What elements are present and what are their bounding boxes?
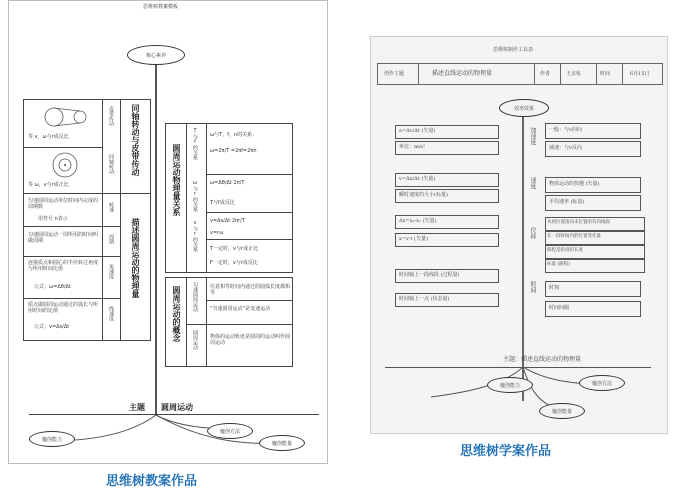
relation-formula-1: ω=2π/T =2πf=2πn xyxy=(210,148,257,154)
group-quantity-relations xyxy=(165,123,293,273)
vr-key: v与r的关系 xyxy=(192,220,198,252)
wr-key: ω与r的关系 xyxy=(192,180,198,212)
uniform-key: 匀速圆周运动 xyxy=(192,282,198,312)
group2-label: 描述圆周运动的物理量 xyxy=(131,218,140,298)
coaxial-key: 同轴转动 xyxy=(108,154,114,174)
group-concepts xyxy=(165,277,293,367)
time-label: 时间 xyxy=(600,71,611,77)
linear-key: 线速度 xyxy=(108,306,114,321)
right-panel-title: 思维树制作工具表 xyxy=(493,47,534,53)
disp-right-text-1: 从初位置指向末位置的有向线段 xyxy=(547,220,610,225)
speed-desc2: 用符号 n表示 xyxy=(38,216,68,222)
relation-note-5: F一定时，v与r成反比 xyxy=(210,260,258,266)
belt-note: 等 v，ω与r成反比 xyxy=(28,134,69,140)
time-right-text-2: 时间间隔 xyxy=(549,305,570,311)
left-caption: 思维树教案作品 xyxy=(106,474,198,489)
time-right-1 xyxy=(545,281,641,297)
concept-note-3: 物体的运动轨迹是圆周的运动叫作圆周运动 xyxy=(210,334,291,346)
left-trunk xyxy=(155,61,157,416)
right-top-bubble: 效率效果 xyxy=(499,99,549,117)
author-label: 作者 xyxy=(540,71,551,77)
left-root-energy: 魔创能量 xyxy=(259,435,305,451)
topic-label: 创作主题 xyxy=(384,71,405,77)
concept-note-2: “匀速圆周运动”是变速运动 xyxy=(210,306,271,312)
left-root-method: 魔创方法 xyxy=(207,423,253,439)
time-item-1: 时间轴上一段线段 (过程量) xyxy=(399,272,460,278)
tf-key: T与f的关系 xyxy=(192,128,198,160)
left-root-ability: 魔创能力 xyxy=(29,431,75,447)
left-theme-label: 主题 xyxy=(129,403,145,412)
vel-item-2: 瞬时速度的大小(标量) xyxy=(399,192,448,198)
angular-desc: 连接质点和圆心的半径转过角度与所用时间比值 xyxy=(28,260,99,272)
group1-label: 同轴转动与皮带传动 xyxy=(131,104,140,176)
right-root-energy: 魔创能量 xyxy=(539,403,585,419)
angular-formula: 公式：ω=Δθ/Δt xyxy=(34,284,71,290)
disp-label: 位移 xyxy=(529,227,536,239)
header-table xyxy=(377,63,663,85)
belt-key: 皮带传动 xyxy=(108,106,114,126)
concept-note-1: 任意相等时间内通过的圆弧长度都相等 xyxy=(210,284,291,296)
linear-formula: 公式：v=Δs/Δt xyxy=(34,324,70,330)
disp-right-text-2: 在一段时间内的位置变化量 xyxy=(547,234,601,239)
accel-label: 加速度 xyxy=(529,127,536,145)
relation-note-2: ω=Δθ/Δt 2π/T xyxy=(210,180,245,186)
right-caption: 思维树学案作品 xyxy=(460,444,552,459)
relation-note-3: v=Δs/Δt 2πr/T xyxy=(210,218,245,224)
group3-label: 圆周运动物理量关系 xyxy=(172,144,181,216)
disp-right-text-4: 标量 (路程) xyxy=(547,262,570,267)
accel-right-text-2: 减速：与v反向 xyxy=(549,145,582,151)
study-plan-panel xyxy=(370,36,668,434)
disp-item-2: x=v·t (矢量) xyxy=(399,236,428,242)
vel-right-text-1: 物体运动的快慢 (矢量) xyxy=(549,181,600,187)
right-theme: 主题：描述直线运动的物理量 xyxy=(503,356,582,363)
vel-right-text-2: 平均速率 (标量) xyxy=(549,199,585,205)
disp-right-text-3: 路程是轨迹的长度 xyxy=(547,248,583,253)
left-theme-value: 圆周运动 xyxy=(161,403,193,412)
relation-formula-2: T与f成反比 xyxy=(210,200,235,206)
speed-desc: 匀速圆周运动单位时间内完成的周期数 xyxy=(28,198,99,210)
coaxial-diagram-icon xyxy=(50,151,80,179)
right-root-method: 魔创方法 xyxy=(579,375,625,391)
coaxial-note: 等 ω，v与r成正比 xyxy=(28,182,69,188)
circular-key: 圆周运动 xyxy=(192,330,198,350)
group4-label: 圆周运动的概念 xyxy=(172,286,181,342)
group-describing-quantities xyxy=(23,193,151,341)
relation-formula-3: v=rω xyxy=(210,230,224,236)
angular-key: 角速度 xyxy=(108,264,114,279)
period-key: 周期 xyxy=(108,234,114,244)
author-value: 王亲杭 xyxy=(566,71,582,77)
left-top-bubble: 核心素养 xyxy=(127,45,185,65)
topic-value: 描述直线运动的物理量 xyxy=(432,70,493,77)
vel-label: 速度 xyxy=(529,177,536,189)
left-panel-title: 思维树教案模板 xyxy=(143,4,179,10)
accel-right-text-1: 一般：与v同向 xyxy=(549,127,582,133)
speed-key: 转速 xyxy=(108,202,114,212)
relation-note-1: ω与T，f，n的关系： xyxy=(210,132,258,138)
accel-item-1: a=Δv/Δt (矢量) xyxy=(399,128,436,134)
teaching-plan-panel xyxy=(8,0,328,464)
right-root-ability: 魔创能力 xyxy=(487,377,533,393)
belt-diagram-icon xyxy=(42,104,92,130)
disp-item-1: Δx=x₂-x₁ (矢量) xyxy=(399,218,437,224)
time-label: 时间 xyxy=(529,281,536,293)
relation-note-4: T一定时，v与r成正比 xyxy=(210,246,259,252)
vel-item-1: v=Δx/Δt (矢量) xyxy=(399,176,436,182)
linear-desc: 质点做圆周运动通过的弧长与所用时间的比值 xyxy=(28,302,99,314)
period-desc: 匀速圆周运动一周所用的时间叫做周期 xyxy=(28,232,99,244)
time-item-2: 时间轴上一点 (状态量) xyxy=(399,296,450,302)
time-value: 6月15日 xyxy=(630,71,650,77)
group-coaxial-belt xyxy=(23,99,151,195)
accel-item-2: 单位：m/s² xyxy=(399,144,425,150)
time-right-text-1: 时刻 xyxy=(549,285,560,291)
